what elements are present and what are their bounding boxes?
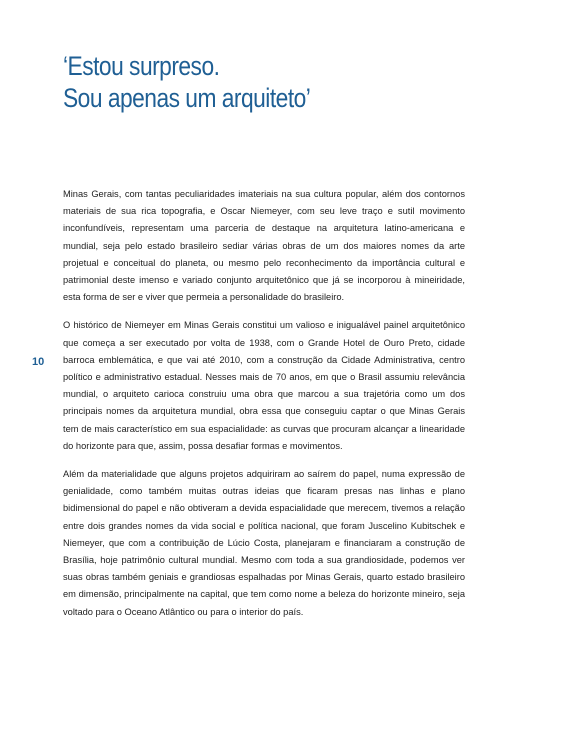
title-line-2: Sou apenas um arquiteto’ — [63, 83, 311, 113]
paragraph-1: Minas Gerais, com tantas peculiaridades imateriais na sua cultura popular, além dos contornos materiais de sua rica topografia, e Oscar Niemeyer, com seu leve traço e sutil movimento inconfundíveis, representam uma parceria de destaque na arquitetura latino-americana e mundial, seja pelo estado brasileiro sediar várias obras de um dos maiores nomes da arte projetual e conceitual do planeta, ou mesmo pelo reconhecimento da importância cultural e patrimonial deste imenso e variado conjunto arquitetônico que já se incorporou à mineiridade, esta forma de ser e viver que permeia a personalidade do brasileiro. — [63, 189, 465, 303]
paragraph-2: O histórico de Niemeyer em Minas Gerais constitui um valioso e inigualável painel arquitetônico que começa a ser executado por volta de 1938, com o Grande Hotel de Ouro Preto, cidade barroca emblemática, e que vai até 2010, com a construção da Cidade Administrativa, centro político e administrativo estadual. Nesses mais de 70 anos, em que o Brasil assumiu relevância mundial, o arquiteto carioca construiu uma obra que marcou a sua trajetória como um dos principais nomes da arquitetura mundial, obra essa que conseguiu captar o que Minas Gerais tem de mais característico em sua espacialidade: as curvas que procuram alcançar a linearidade do horizonte para que, assim, possa desafiar formas e movimentos. — [63, 320, 465, 451]
page-title — [63, 50, 459, 114]
paragraph-3: Além da materialidade que alguns projetos adquiriram ao saírem do papel, numa expressão de genialidade, como também muitas outras ideias que ficaram presas nas linhas e plano bidimensional do papel e não obtiveram a devida espacialidade que merecem, tivemos a relação entre dois grandes nomes da vida social e política nacional, que foram Juscelino Kubitschek e Niemeyer, que com a contribuição de Lúcio Costa, planejaram e financiaram a construção de Brasília, hoje patrimônio cultural mundial. Mesmo com toda a sua grandiosidade, podemos ver suas obras também geniais e grandiosas espalhadas por Minas Gerais, quarto estado brasileiro em dimensão, principalmente na capital, que tem como nome a beleza do horizonte mineiro, seja voltado para o Oceano Atlântico ou para o interior do país. — [63, 469, 465, 617]
title-line-1: ‘Estou surpreso. — [63, 51, 220, 81]
body-text — [63, 186, 465, 632]
page-number: 10 — [32, 356, 45, 368]
